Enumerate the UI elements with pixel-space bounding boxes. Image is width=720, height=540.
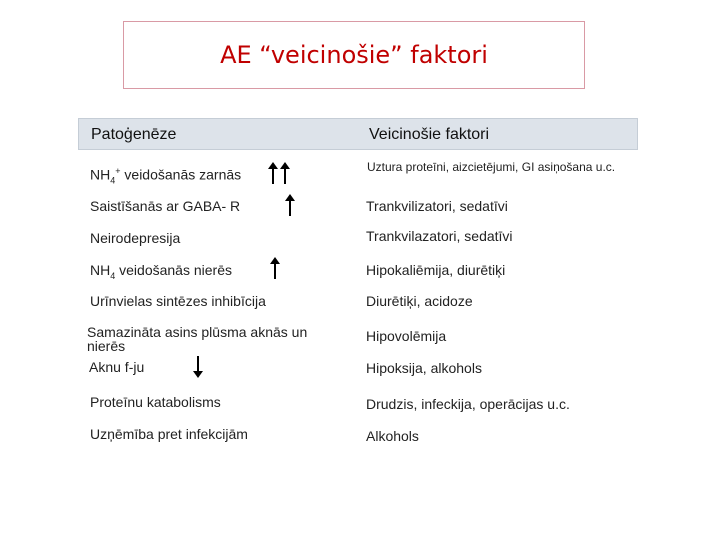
row-2-factors: Trankvilizatori, sedatīvi (366, 198, 508, 214)
row-9-factors: Alkohols (366, 428, 419, 444)
factors-table (78, 118, 638, 453)
row-6-factors: Hipovolēmija (366, 328, 447, 344)
header-factors: Veicinošie faktori (369, 126, 490, 143)
row-7-factors: Hipoksija, alkohols (366, 360, 482, 376)
row-8-pathogenesis: Proteīnu katabolisms (90, 394, 221, 410)
table-header (78, 118, 638, 150)
row-4-pathogenesis: $NH_4$ veidošanās nierēs (90, 262, 232, 281)
row-6-pathogenesis-line1: Samazināta asins plūsma aknās un (87, 324, 308, 340)
up-arrow-icon (270, 257, 280, 279)
header-pathogenesis: Patoģenēze (91, 126, 177, 143)
up-arrow-icon (280, 162, 290, 184)
row-5-factors: Diurētiķi, acidoze (366, 293, 473, 309)
row-1-factors: Uztura proteīni, aizcietējumi, GI asiņošana u.c. (367, 160, 616, 174)
row-3-factors: Trankvilazatori, sedatīvi (366, 228, 513, 244)
row-7-pathogenesis: Aknu f-ju (89, 359, 145, 375)
row-1-pathogenesis: $NH_4^+$ veidošanās zarnās (90, 166, 242, 186)
row-9-pathogenesis: Uzņēmība pret infekcijām (90, 426, 248, 442)
title-box (123, 21, 585, 89)
row-8-factors: Drudzis, infeckija, operācijas u.c. (366, 396, 570, 412)
row-4-factors: Hipokaliēmija, diurētiķi (366, 262, 506, 278)
up-arrow-icon (285, 194, 295, 216)
up-arrow-icon (268, 162, 278, 184)
page-title: AE “veicinošie” faktori (220, 41, 488, 69)
row-3-pathogenesis: Neirodepresija (90, 230, 181, 246)
row-2-pathogenesis: Saistīšanās ar GABA- R (90, 198, 241, 214)
row-5-pathogenesis: Urīnvielas sintēzes inhibīcija (90, 293, 266, 309)
row-6-pathogenesis-line2: nierēs (87, 338, 126, 354)
down-arrow-icon (193, 356, 203, 378)
